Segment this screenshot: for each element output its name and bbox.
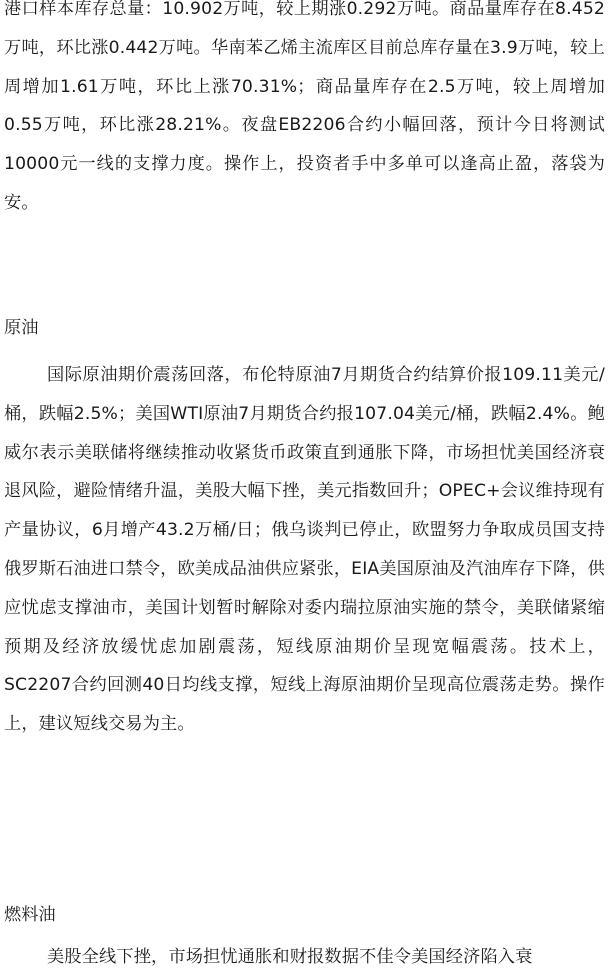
styrene-paragraph: 港口样本库存总量：10.902万吨，较上期涨0.292万吨。商品量库存在8.452万吨，环比涨0.442万吨。华南苯乙烯主流库区目前总库存量在3.9万吨，较上周增加1.61万吨，环比上涨70.31%；商品量库存在2.5万吨，较上周增加0.55万吨，环比涨28.21%。夜盘EB2206合约小幅回落，预计今日将测试10000元一线的支撑力度。操作上，投资者手中多单可以逢高止盈，落袋为安。 bbox=[4, 0, 605, 213]
fuel-oil-heading: 燃料油 bbox=[4, 905, 56, 925]
crude-oil-paragraph: 国际原油期价震荡回落，布伦特原油7月期货合约结算价报109.11美元/桶，跌幅2.5%；美国WTI原油7月期货合约报107.04美元/桶，跌幅2.4%。鲍威尔表示美联储将继续推动收紧货币政策直到通胀下降，市场担忧美国经济衰退风险，避险情绪升温，美股大幅下挫，美元指数回升；OPEC+会议维持现有产量协议，6月增产43.2万桶/日；俄乌谈判已停止，欧盟努力争取成员国支持俄罗斯石油进口禁令，欧美成品油供应紧张，EIA美国原油及汽油库存下降，供应忧虑支撑油市，美国计划暂时解除对委内瑞拉原油实施的禁令，美联储紧缩预期及经济放缓忧虑加剧震荡，短线原油期价呈现宽幅震荡。技术上，SC2207合约回测40日均线支撑，短线上海原油期价呈现高位震荡走势。操作上，建议短线交易为主。 bbox=[4, 365, 605, 735]
fuel-oil-paragraph: 美股全线下挫，市场担忧通胀和财报数据不佳令美国经济陷入衰 bbox=[47, 947, 533, 967]
crude-oil-heading: 原油 bbox=[4, 318, 39, 338]
